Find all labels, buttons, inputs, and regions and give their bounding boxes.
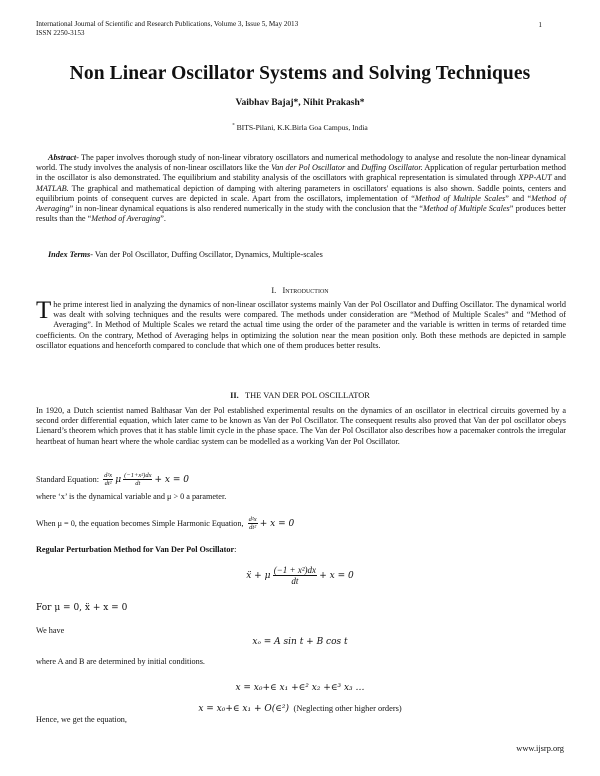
numerator: d²x bbox=[248, 516, 257, 523]
numerator: (−1+x²)dx bbox=[124, 472, 152, 479]
truncated-equation: x = x₀+∈ x₁ + O(∈²) bbox=[198, 704, 290, 714]
equation-rhs: + x = 0 bbox=[259, 518, 295, 529]
fraction-big bbox=[273, 565, 317, 587]
abstract-label: Abstract- bbox=[48, 153, 79, 162]
journal-header bbox=[36, 20, 298, 38]
abstract-term: Method of Multiple Scales bbox=[423, 204, 510, 214]
mu-symbol: μ bbox=[115, 474, 122, 485]
fraction-d2x-dt2 bbox=[248, 516, 258, 532]
subheading-text: Regular Perturbation Method for Van Der Pol Oscillator bbox=[36, 545, 235, 554]
shm-text: When μ = 0, the equation becomes Simple Harmonic Equation, bbox=[36, 518, 244, 528]
abstract-text: and bbox=[345, 163, 362, 173]
abstract-text: ” produces better results than the “ bbox=[36, 204, 566, 224]
numerator: (−1 + x²)dx bbox=[273, 565, 317, 575]
truncated-equation-line bbox=[0, 703, 600, 714]
denominator: dt bbox=[135, 480, 141, 488]
mu-zero-equation: For μ = 0, ẍ + x = 0 bbox=[36, 603, 128, 613]
abstract-text: Application of regular perturbation method in the oscillator is also demonstrated. The equilibrium and stability analysis of the oscillators with graphical representation is simulated through bbox=[36, 163, 566, 183]
abstract-text: ” and “ bbox=[505, 193, 532, 203]
footer-url[interactable]: www.ijsrp.org bbox=[516, 744, 564, 753]
equation-lhs: ẍ + μ bbox=[246, 570, 271, 581]
denominator: dt bbox=[291, 576, 299, 587]
abstract-text: ” in non-linear dynamical equations is also rendered numerically in the study with the conclusion that the “ bbox=[69, 204, 424, 214]
equation-rhs: + x = 0 bbox=[154, 474, 189, 485]
section-number: I. bbox=[271, 286, 277, 295]
affiliation-mark: * bbox=[232, 123, 235, 129]
section-heading-van-der-pol bbox=[0, 391, 600, 400]
index-terms-label: Index Terms bbox=[48, 250, 91, 259]
denominator: dt² bbox=[104, 480, 112, 488]
page-number: 1 bbox=[538, 21, 542, 29]
introduction-text: he prime interest lied in analyzing the dynamics of non-linear oscillator systems mainly Van der Pol Oscillator and Duffing Oscillator. The dynamical world was dealt with solving techniques and the results were compared. The methods under consideration are “Method of Multiple Scales” and “Method of Averaging”. In Method of Multiple Scales we retard the actual time using the order of the parameter and the variable is written in terms of retarded time coefficients. On the contrary, Method of Averaging helps in optimizing the solution near the mean position only. Both these methods are depicted in sample oscillator equations and henceforth compared to conclude that which one of them produces better results. bbox=[36, 300, 566, 350]
issn: ISSN 2250-3153 bbox=[36, 29, 85, 37]
section-title: THE VAN DER POL OSCILLATOR bbox=[245, 391, 370, 400]
section-title: Introduction bbox=[282, 286, 329, 295]
index-terms bbox=[36, 250, 566, 260]
abstract bbox=[36, 153, 566, 224]
section-number: II. bbox=[230, 391, 239, 400]
index-terms-text: - Van der Pol Oscillator, Duffing Oscillator, Dynamics, Multiple-scales bbox=[90, 250, 323, 259]
van-der-pol-paragraph: In 1920, a Dutch scientist named Balthasar Van der Pol established experimental results on the dynamics of an oscillator in electrical circuits governed by a second order differential equation, which later came to be known as Van der Pol Oscillator. The consequent results also proved that Van der pol oscillator obeys Lienard’s theorem which proves that it has stable limit cycle in the phase space. The Van der Pol Oscillator also describes how a pacemaker controls the irregular heartbeat of human heart where the whole cardiac system can be modelled as a working Van der Pol Oscillator. bbox=[36, 406, 566, 446]
xo-solution-equation: xₒ = A sin t + B cos t bbox=[252, 637, 348, 647]
we-have-text: We have bbox=[36, 626, 65, 635]
abstract-text: and bbox=[551, 173, 567, 183]
where-ab-text: where A and B are determined by initial conditions. bbox=[36, 657, 205, 666]
where-parameter-text: where ‘x’ is the dynamical variable and μ > 0 a parameter. bbox=[36, 492, 227, 501]
perturbation-subheading bbox=[36, 545, 566, 555]
series-expansion-equation: x = x₀+∈ x₁ +∈² x₂ +∈³ x₃ … bbox=[235, 683, 365, 693]
denominator: dt² bbox=[249, 524, 257, 532]
subheading-colon: : bbox=[234, 545, 237, 554]
journal-name: International Journal of Scientific and Research Publications, Volume 3, Issue 5, May 2013 bbox=[36, 20, 299, 28]
abstract-text: The graphical and mathematical depiction of damping with altering parameters in oscillators' equations is also shown. Saddle points, centers and equilibrium points of consequent curves are depicted in scale. Apart from the oscillators, implementation of “ bbox=[36, 183, 566, 203]
abstract-term: Method of Averaging bbox=[91, 214, 161, 224]
drop-cap: T bbox=[36, 297, 52, 324]
equation-rhs: + x = 0 bbox=[319, 570, 354, 581]
paper-title: Non Linear Oscillator Systems and Solving Techniques bbox=[69, 63, 531, 84]
standard-equation-line bbox=[36, 472, 566, 488]
abstract-text: The paper involves thorough study of non-linear vibratory oscillators and numerical methodology to analyse and resolute the non-linear dynamical world. The study involves the analysis of non-linear oscillators like the bbox=[36, 153, 566, 173]
abstract-term: Method of Averaging bbox=[36, 193, 566, 214]
hence-text: Hence, we get the equation, bbox=[36, 715, 127, 724]
abstract-term: Method of Multiple Scales bbox=[414, 193, 506, 203]
numerator: d²x bbox=[104, 472, 113, 479]
shm-equation-line bbox=[36, 516, 566, 532]
fraction-d2x-dt2 bbox=[103, 472, 113, 488]
truncation-note: (Neglecting other higher orders) bbox=[293, 704, 402, 713]
fraction-nonlinear bbox=[123, 472, 152, 488]
abstract-text: ”. bbox=[160, 214, 166, 224]
abstract-term: Van der Pol Oscillator bbox=[271, 163, 346, 173]
standard-equation-label: Standard Equation: bbox=[36, 474, 99, 484]
affiliation-text: BITS-Pilani, K.K.Birla Goa Campus, India bbox=[236, 123, 368, 132]
abstract-term: Duffing Oscillator. bbox=[361, 163, 423, 173]
section-heading-introduction bbox=[0, 286, 600, 295]
perturbation-equation bbox=[0, 565, 600, 587]
affiliation bbox=[0, 123, 600, 132]
abstract-term: MATLAB. bbox=[36, 183, 69, 193]
abstract-term: XPP-AUT bbox=[518, 173, 552, 183]
introduction-paragraph bbox=[36, 297, 566, 351]
authors: Vaibhav Bajaj*, Nihit Prakash* bbox=[235, 98, 365, 108]
